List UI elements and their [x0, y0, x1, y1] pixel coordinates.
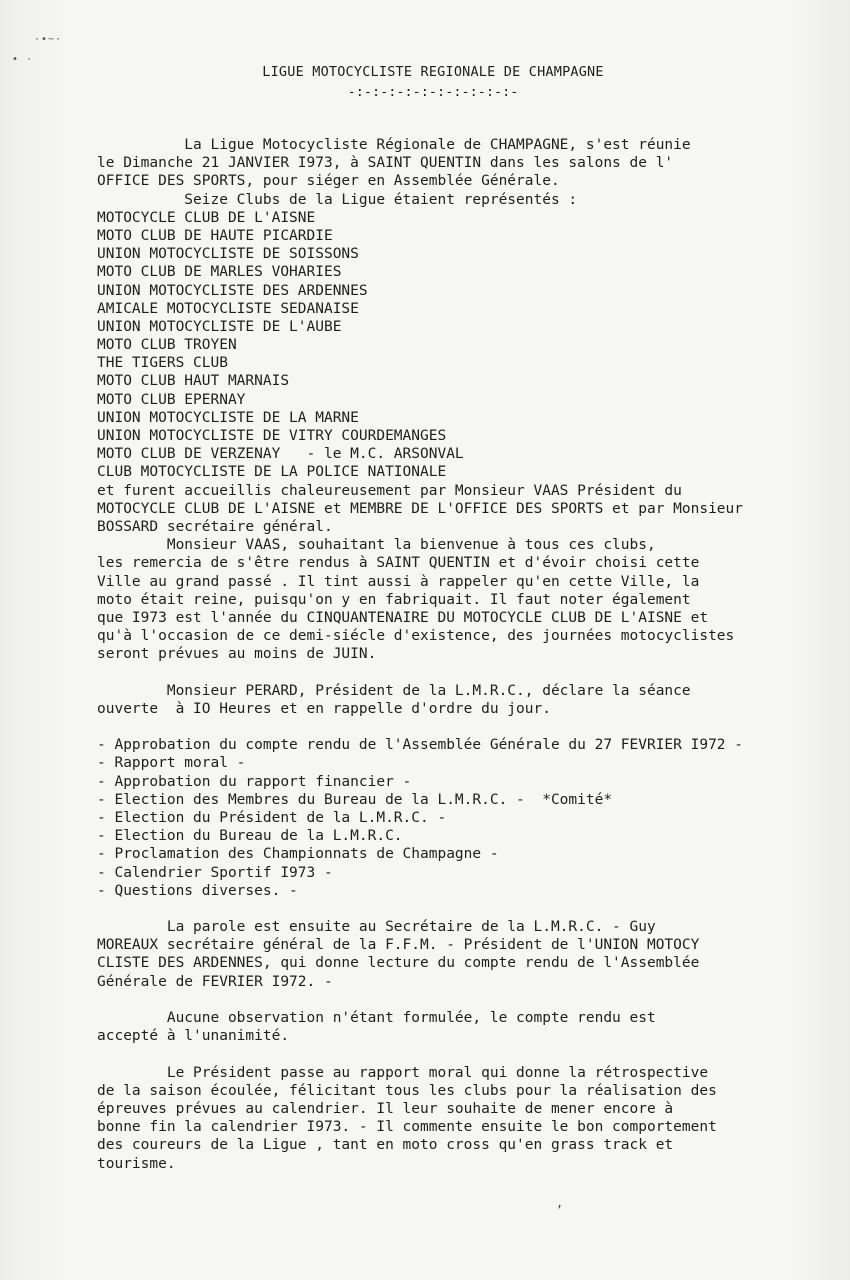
text-line: tourisme.	[97, 1155, 176, 1172]
text-line: UNION MOTOCYCLISTE DE SOISSONS	[97, 246, 359, 263]
text-line: BOSSARD secrétaire général.	[97, 518, 333, 535]
text-line: Monsieur PERARD, Président de la L.M.R.C., déclare la séance	[97, 682, 691, 699]
text-line: moto était reine, puisqu'on y en fabriquait. Il faut noter également	[97, 591, 691, 608]
text-line: UNION MOTOCYCLISTE DE LA MARNE	[97, 409, 359, 426]
text-line: - Election du Bureau de la L.M.R.C.	[97, 828, 403, 845]
text-line: UNION MOTOCYCLISTE DE VITRY COURDEMANGES	[97, 428, 447, 444]
title-underline: -:-:-:-:-:-:-:-:-:-:-	[347, 84, 519, 100]
text-line: CLISTE DES ARDENNES, qui donne lecture du compte rendu de l'Assemblée	[97, 955, 700, 972]
ink-smudge: ·•~·	[34, 34, 63, 45]
text-line: Le Président passe au rapport moral qui donne la rétrospective	[97, 1064, 709, 1081]
text-line: Ville au grand passé . Il tint aussi à rappeler qu'en cette Ville, la	[97, 573, 700, 590]
text-line: seront prévues au moins de JUIN.	[97, 646, 377, 663]
text-line: MOREAUX secrétaire général de la F.F.M. - Président de l'UNION MOTOCY	[97, 937, 700, 954]
text-line: UNION MOTOCYCLISTE DE L'AUBE	[97, 318, 342, 335]
document-title: LIGUE MOTOCYCLISTE REGIONALE DE CHAMPAGNE	[262, 64, 604, 80]
text-line: MOTOCYCLE CLUB DE L'AISNE et MEMBRE DE L'OFFICE DES SPORTS et par Monsieur	[97, 500, 744, 517]
text-line: - Approbation du rapport financier -	[97, 773, 412, 790]
text-line: MOTO CLUB DE VERZENAY - le M.C. ARSONVAL	[97, 446, 464, 463]
paragraph-gap	[97, 663, 845, 681]
text-line: - Rapport moral -	[97, 755, 246, 772]
text-line: Générale de FEVRIER I972. -	[97, 973, 333, 990]
text-line: MOTOCYCLE CLUB DE L'AISNE	[97, 209, 316, 226]
text-line: Monsieur VAAS, souhaitant la bienvenue à tous ces clubs,	[97, 537, 656, 554]
text-line: que I973 est l'année du CINQUANTENAIRE DU MOTOCYCLE CLUB DE L'AISNE et	[97, 609, 709, 626]
text-line: MOTO CLUB HAUT MARNAIS	[97, 373, 290, 390]
text-line: - Questions diverses. -	[97, 882, 298, 899]
text-line: Seize Clubs de la Ligue étaient représentés :	[97, 191, 578, 208]
text-line: AMICALE MOTOCYCLISTE SEDANAISE	[97, 300, 359, 317]
text-line: accepté à l'unanimité.	[97, 1028, 290, 1045]
text-line: les remercia de s'être rendus à SAINT QUENTIN et d'évoir choisi cette	[97, 555, 700, 572]
text-line: CLUB MOTOCYCLISTE DE LA POLICE NATIONALE	[97, 464, 447, 481]
paragraph-gap	[97, 718, 845, 736]
text-line: - Proclamation des Championnats de Champagne -	[97, 846, 499, 863]
paragraph-gap	[97, 900, 845, 918]
text-line: qu'à l'occasion de ce demi-siécle d'existence, des journées motocyclistes	[97, 628, 735, 645]
text-line: Aucune observation n'étant formulée, le compte rendu est	[97, 1010, 656, 1026]
text-line: - Approbation du compte rendu de l'Assemblée Générale du 27 FEVRIER I972 -	[97, 737, 744, 754]
text-line: OFFICE DES SPORTS, pour siéger en Assemblée Générale.	[97, 173, 560, 190]
text-line: THE TIGERS CLUB	[97, 355, 228, 372]
text-line: - Election des Membres du Bureau de la L.M.R.C. - *Comité*	[97, 791, 613, 808]
text-line: bonne fin la calendrier I973. - Il commente ensuite le bon comportement	[97, 1119, 717, 1136]
text-line: MOTO CLUB DE MARLES VOHARIES	[97, 264, 342, 281]
ink-mark: ,	[556, 1196, 564, 1210]
paragraph-gap	[97, 1045, 845, 1063]
ink-smudge: • ·	[12, 54, 34, 65]
text-line: UNION MOTOCYCLISTE DES ARDENNES	[97, 282, 368, 299]
text-line: MOTO CLUB EPERNAY	[97, 391, 246, 408]
text-line: La Ligue Motocycliste Régionale de CHAMPAGNE, s'est réunie	[97, 137, 691, 153]
text-line: de la saison écoulée, félicitant tous les clubs pour la réalisation des	[97, 1082, 717, 1099]
text-line: le Dimanche 21 JANVIER I973, à SAINT QUENTIN dans les salons de l'	[97, 155, 674, 172]
text-line: épreuves prévues au calendrier. Il leur souhaite de mener encore à	[97, 1100, 674, 1117]
text-line: MOTO CLUB DE HAUTE PICARDIE	[97, 227, 333, 244]
document-body	[97, 136, 845, 1173]
text-line: - Election du Président de la L.M.R.C. -	[97, 809, 447, 826]
text-line: La parole est ensuite au Secrétaire de la L.M.R.C. - Guy	[97, 919, 656, 936]
text-line: MOTO CLUB TROYEN	[97, 337, 237, 354]
paragraph-gap	[97, 991, 845, 1009]
text-line: ouverte à IO Heures et en rappelle d'ordre du jour.	[97, 700, 551, 717]
text-line: et furent accueillis chaleureusement par Monsieur VAAS Président du	[97, 482, 682, 499]
text-line: - Calendrier Sportif I973 -	[97, 864, 333, 881]
text-line: des coureurs de la Ligue , tant en moto cross qu'en grass track et	[97, 1137, 674, 1154]
